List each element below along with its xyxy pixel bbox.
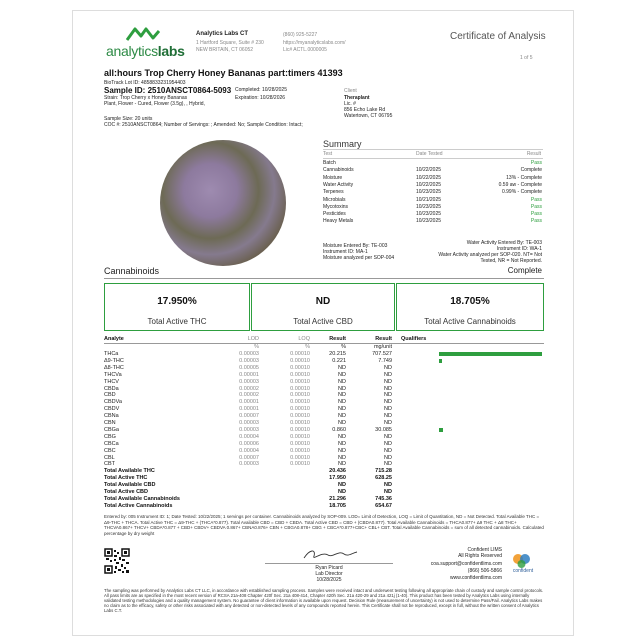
- summary-test-date: 10/23/2025: [416, 203, 442, 210]
- summary-test-result: Pass: [530, 218, 542, 225]
- analyte-result-mg: ND: [384, 413, 392, 420]
- analyte-row: [104, 386, 544, 392]
- analyte-result-pct: ND: [338, 440, 346, 447]
- analyte-result-mg: ND: [384, 378, 392, 385]
- summary-test-date: 10/22/2025: [416, 181, 442, 188]
- summary-test-result: 0.59 aw - Complete: [498, 181, 542, 188]
- total-row: [104, 482, 544, 488]
- analyte-result-mg: ND: [384, 392, 392, 399]
- signer-role: Lab Director: [315, 571, 343, 577]
- analyte-name: THCV: [104, 378, 119, 385]
- analyte-result-mg: ND: [384, 447, 392, 454]
- analyte-result-pct: ND: [338, 413, 346, 420]
- summary-test-result: Pass: [530, 160, 542, 166]
- analyte-result-pct: ND: [338, 454, 346, 461]
- total-result-pct: 21.296: [329, 495, 346, 502]
- analyte-loq: 0.00010: [290, 357, 310, 364]
- analyte-name: CBGa: [104, 426, 119, 433]
- total-name: Total Available THC: [104, 468, 155, 475]
- analyte-lod: 0.00003: [239, 426, 259, 433]
- head-loq: LOQ: [298, 336, 310, 342]
- analyte-loq: 0.00010: [290, 371, 310, 378]
- analyte-name: CBDVa: [104, 399, 122, 406]
- analyte-result-pct: ND: [338, 378, 346, 385]
- analyte-row: [104, 455, 544, 461]
- summary-test-date: 10/23/2025: [416, 211, 442, 218]
- total-result-mg: 715.28: [375, 468, 392, 475]
- analyte-name: THCa: [104, 351, 119, 357]
- analyte-row: [104, 441, 544, 447]
- total-active-thc-box: [104, 283, 250, 331]
- head-qualifiers: Qualifiers: [401, 336, 427, 342]
- summary-head-result: Result: [526, 151, 541, 157]
- analyte-loq: 0.00010: [290, 406, 310, 413]
- analyte-name: CBDa: [104, 385, 119, 392]
- summary-test-name: Terpenes: [323, 189, 344, 196]
- lims-email[interactable]: coa.support@confidentlims.com: [430, 561, 502, 567]
- sample-size: Sample Size: 20 units: [104, 116, 153, 122]
- analyte-result-pct: ND: [338, 364, 346, 371]
- analyte-result-mg: ND: [384, 461, 392, 468]
- summary-test-result: 13% - Complete: [506, 174, 542, 181]
- analyte-name: CBDV: [104, 406, 120, 413]
- total-active-thc-value: 17.950%: [157, 296, 197, 307]
- analyte-loq: 0.00010: [290, 399, 310, 406]
- total-name: Total Active Cannabinoids: [104, 502, 173, 509]
- analyte-result-pct: ND: [338, 433, 346, 440]
- analyte-name: CBT: [104, 461, 115, 468]
- analyte-name: CBN: [104, 420, 116, 426]
- analyte-result-mg: ND: [384, 406, 392, 413]
- client-address-1: 856 Echo Lake Rd: [344, 107, 386, 113]
- analyte-result-mg: ND: [384, 433, 392, 440]
- total-result-mg: 745.36: [375, 495, 392, 502]
- analyte-loq: 0.00010: [290, 351, 310, 357]
- total-result-pct: ND: [338, 489, 346, 495]
- analyte-loq: 0.00010: [290, 420, 310, 426]
- doc-title: Certificate of Analysis: [450, 31, 546, 42]
- summary-test-name: Microbials: [323, 196, 346, 203]
- summary-test-name: Mycotoxins: [323, 203, 349, 210]
- summary-test-result: Pass: [530, 211, 542, 218]
- summary-head-test: Test: [323, 151, 333, 157]
- water-note-3: Water Activity analyzed per SOP-020. NT= Not: [438, 252, 542, 258]
- total-active-cannabinoids-box: [396, 283, 544, 331]
- analyte-result-pct: 20.215: [329, 351, 346, 357]
- logo-wordmark: analyticslabs: [106, 43, 185, 59]
- confident-logo-text: confident: [512, 568, 534, 574]
- analyte-name: CBCa: [104, 440, 119, 447]
- cannabinoid-notes: Entered by: 005 Instrument ID: 1; Date Tested: 10/22/2025; 1 servings per container. Cannabinoids analyzed by SOP-009. LOD= Limit of Detection, LOQ = Limit of Quantitation, ND = Not Detected. Total Available THC = Δ9-THC + THCA. Total Active THC = Δ9-THC + (THCA*0.877). Total Available CBD = CBD + CBDA. Total Active CBD = CBD + (CBDA0.877). Total Available Cannabinoids = THCA0.877+ Δ9 THC + Δ8 THC+ THCVA0.867+ THCV+ CBDA*0.877 + CBD+ CBDV+ CBDVA 0.867+ CBNA0.876+ CBN + CBGA0.878+ CBG + CBCA*0.877+CBC+ CBL+ CBT. Total Available Cannabinoids = sum of all detected cannabinoids. Calculated percentage by dry weight: [104, 514, 544, 536]
- product-image: [160, 140, 286, 266]
- total-row: [104, 475, 544, 481]
- summary-test-date: 10/23/2025: [416, 218, 442, 225]
- analyte-result-pct: ND: [338, 392, 346, 399]
- total-result-pct: 18.705: [329, 502, 346, 509]
- lims-rights: All Rights Reserved: [458, 553, 502, 559]
- total-active-cbd-value: ND: [315, 296, 331, 307]
- analyte-lod: 0.00004: [239, 447, 259, 454]
- analyte-result-pct: ND: [338, 447, 346, 454]
- cannabinoids-status: Complete: [507, 266, 542, 275]
- analyte-result-pct: ND: [338, 406, 346, 413]
- analyte-loq: 0.00010: [290, 440, 310, 447]
- summary-test-result: Pass: [530, 196, 542, 203]
- summary-test-result: Pass: [530, 203, 542, 210]
- analyte-row: [104, 399, 544, 405]
- total-row: [104, 468, 544, 474]
- head-result: Result: [329, 336, 346, 342]
- analyte-result-pct: 0.221: [332, 357, 346, 364]
- analyte-lod: 0.00003: [239, 461, 259, 468]
- analyte-row: [104, 406, 544, 412]
- total-active-cbd-label: Total Active CBD: [293, 317, 353, 326]
- analyte-lod: 0.00007: [239, 454, 259, 461]
- head-result-2: Result: [375, 336, 392, 342]
- water-note-2: Instrument ID: WA-1: [496, 246, 542, 252]
- sample-id: Sample ID: 2510ANSCT0864-5093: [104, 86, 232, 95]
- analyte-name: CBG: [104, 433, 116, 440]
- analyte-name: Δ8-THC: [104, 364, 124, 371]
- biotrack-id: BioTrack Lot ID: 4858833231954403: [104, 80, 186, 86]
- total-active-thc-label: Total Active THC: [147, 317, 207, 326]
- client-address-2: Watertown, CT 06795: [344, 113, 393, 119]
- logo-mark-icon: [126, 27, 160, 41]
- water-note-4: Tested, NR = Not Reported.: [480, 258, 542, 264]
- analyte-loq: 0.00010: [290, 433, 310, 440]
- analyte-result-pct: ND: [338, 399, 346, 406]
- summary-test-name: Water Activity: [323, 181, 354, 188]
- company-address-1: 1 Hartford Square, Suite # 230: [196, 40, 264, 46]
- total-active-cbd-box: [251, 283, 395, 331]
- analyte-row: [104, 461, 544, 467]
- summary-test-result: Complete: [520, 167, 542, 174]
- analyte-loq: 0.00010: [290, 413, 310, 420]
- signer-name: Ryan Picard: [315, 565, 343, 571]
- analyte-lod: 0.00002: [239, 392, 259, 399]
- analyte-loq: 0.00010: [290, 426, 310, 433]
- analyte-name: Δ9-THC: [104, 357, 124, 364]
- analyte-name: THCVa: [104, 371, 122, 378]
- lims-phone: (866) 506-5866: [467, 568, 502, 574]
- total-result-mg: ND: [384, 482, 392, 489]
- summary-test-name: Cannabinoids: [323, 167, 354, 174]
- summary-head-date: Date Tested: [416, 151, 443, 157]
- analyte-row: [104, 351, 544, 357]
- analyte-result-mg: ND: [384, 440, 392, 447]
- company-name: Analytics Labs CT: [196, 31, 249, 37]
- analyte-result-mg: ND: [384, 420, 392, 426]
- analyte-result-mg: 7.749: [378, 357, 392, 364]
- total-result-pct: 20.436: [329, 468, 346, 475]
- analyte-loq: 0.00010: [290, 392, 310, 399]
- analyte-name: CBC: [104, 447, 116, 454]
- analyte-lod: 0.00006: [239, 440, 259, 447]
- analyte-loq: 0.00010: [290, 385, 310, 392]
- total-row: [104, 496, 544, 502]
- analyte-result-mg: ND: [384, 399, 392, 406]
- signature-image: [300, 547, 360, 563]
- analyte-result-mg: 30.085: [375, 426, 392, 433]
- analyte-lod: 0.00007: [239, 413, 259, 420]
- summary-test-name: Pesticides: [323, 211, 346, 218]
- analyte-result-mg: 707.527: [372, 351, 392, 357]
- coc-info: COC #: 2510ANSCT0864; Number of Servings: ; Amended: No; Sample Condition: Intact;: [104, 122, 303, 128]
- analyte-row: [104, 413, 544, 419]
- company-address-2: NEW BRITAIN, CT 06052: [196, 47, 254, 53]
- client-name: Theraplant: [344, 95, 370, 101]
- unit-lod: %: [254, 344, 259, 350]
- analyte-result-mg: ND: [384, 371, 392, 378]
- client-label: Client: [344, 88, 357, 94]
- analyte-loq: 0.00010: [290, 364, 310, 371]
- analyte-row: [104, 448, 544, 454]
- analyte-lod: 0.00005: [239, 364, 259, 371]
- analyte-lod: 0.00003: [239, 378, 259, 385]
- analyte-row: [104, 427, 544, 433]
- analyte-result-pct: 0.860: [332, 426, 346, 433]
- total-result-mg: 628.25: [375, 475, 392, 482]
- analyte-bar: [439, 359, 442, 363]
- summary-test-date: 10/21/2025: [416, 196, 442, 203]
- units-row: [104, 344, 544, 350]
- analyte-row: [104, 372, 544, 378]
- company-logo: [106, 27, 186, 61]
- summary-test-name: Batch: [323, 160, 336, 166]
- signature-date: 10/28/2025: [316, 577, 342, 583]
- analyte-lod: 0.00004: [239, 433, 259, 440]
- summary-test-name: Heavy Metals: [323, 218, 354, 225]
- analyte-row: [104, 379, 544, 385]
- page-number: 1 of 5: [520, 55, 533, 61]
- analyte-result-pct: ND: [338, 385, 346, 392]
- analyte-row: [104, 420, 544, 426]
- analyte-name: CBL: [104, 454, 115, 461]
- moisture-note-3: Moisture analyzed per SOP-004: [323, 255, 395, 261]
- unit-loq: %: [305, 344, 310, 350]
- unit-result-2: mg/unit: [373, 344, 392, 350]
- total-active-cannabinoids-label: Total Active Cannabinoids: [424, 317, 516, 326]
- completed-date: Completed: 10/28/2025: [235, 87, 287, 93]
- total-result-mg: ND: [384, 489, 392, 495]
- analyte-result-pct: ND: [338, 461, 346, 468]
- cannabinoids-title: Cannabinoids: [104, 266, 160, 276]
- confident-logo-icon: [512, 553, 532, 569]
- analyte-header: [104, 336, 544, 342]
- analyte-lod: 0.00003: [239, 351, 259, 357]
- analyte-lod: 0.00003: [239, 420, 259, 426]
- head-lod: LOD: [247, 336, 259, 342]
- sample-type: Plant, Flower - Cured, Flower (3.5g), , Hybrid,: [104, 101, 205, 107]
- company-phone: (860) 925-5227: [283, 32, 318, 38]
- analyte-result-mg: ND: [384, 385, 392, 392]
- total-name: Total Available CBD: [104, 482, 156, 489]
- strain: Strain: Trop Cherry x Honey Bananas: [104, 95, 188, 101]
- company-license: Lic# ACTL.0000005: [283, 47, 327, 53]
- expiration-date: Expiration: 10/28/2026: [235, 95, 286, 101]
- lims-name: Confident LIMS: [467, 547, 502, 553]
- lims-website[interactable]: www.confidentlims.com: [450, 575, 502, 581]
- client-license: Lic. #: [344, 101, 356, 107]
- summary-test-date: 10/22/2025: [416, 174, 442, 181]
- analyte-result-mg: ND: [384, 364, 392, 371]
- moisture-note-1: Moisture Entered By: TE-003: [323, 243, 388, 249]
- analyte-row: [104, 358, 544, 364]
- analyte-result-mg: ND: [384, 454, 392, 461]
- disclaimer: The sampling was performed by Analytics Labs CT LLC, in accordance with established sampling process. Samples were received intact and underwent testing following all appropriate chain of custody and sample control protocols. All pass limits are as specified in the most recent version of RCSA 21a-408 Chapter 420f Sec. 21a 408-414, Chapter 420h Sec. 21a 420-29 and 21a 421j (1-40). This product has been tested by Analytics Labs using internally validated testing methodologies and a quality management system. No guarantee of client information is available upon request. Decision Rule (measurement of uncertainty) is not used to determine Pass/Fail. Analytics Labs makes no claim as to the efficacy, safety or other risks associated with any detected or non-detected levels of any compounds reported herein. This Certificate shall not be reproduced, except in full, without the written consent of Analytics Labs C.T.: [104, 588, 544, 613]
- summary-test-name: Moisture: [323, 174, 343, 181]
- summary-test-date: 10/22/2025: [416, 167, 442, 174]
- analyte-row: [104, 434, 544, 440]
- total-name: Total Active THC: [104, 475, 148, 482]
- analyte-name: CBD: [104, 392, 116, 399]
- product-title: all:hours Trop Cherry Honey Bananas part:timers 41393: [104, 68, 343, 78]
- analyte-lod: 0.00002: [239, 385, 259, 392]
- analyte-bar: [439, 428, 443, 432]
- qr-code-icon[interactable]: [104, 548, 130, 574]
- total-name: Total Available Cannabinoids: [104, 495, 180, 502]
- total-result-pct: 17.950: [329, 475, 346, 482]
- total-active-cannabinoids-value: 18.705%: [450, 296, 490, 307]
- analyte-result-pct: ND: [338, 420, 346, 426]
- total-row: [104, 489, 544, 495]
- summary-title: Summary: [323, 139, 362, 149]
- summary-test-date: 10/23/2025: [416, 189, 442, 196]
- water-note-1: Water Activity Entered By: TE-003: [466, 240, 542, 246]
- company-website[interactable]: https://myanalyticslabs.com/: [283, 40, 346, 46]
- unit-result: %: [341, 344, 346, 350]
- analyte-lod: 0.00003: [239, 357, 259, 364]
- total-name: Total Active CBD: [104, 489, 149, 495]
- total-row: [104, 503, 544, 509]
- analyte-loq: 0.00010: [290, 378, 310, 385]
- analyte-row: [104, 392, 544, 398]
- analyte-bar: [439, 352, 542, 356]
- summary-test-result: 0.99% - Complete: [501, 189, 542, 196]
- analyte-lod: 0.00001: [239, 399, 259, 406]
- analyte-loq: 0.00010: [290, 461, 310, 468]
- analyte-name: CBNa: [104, 413, 119, 420]
- analyte-row: [104, 365, 544, 371]
- total-result-pct: ND: [338, 482, 346, 489]
- analyte-loq: 0.00010: [290, 447, 310, 454]
- head-analyte: Analyte: [104, 336, 124, 342]
- analyte-loq: 0.00010: [290, 454, 310, 461]
- moisture-note-2: Instrument ID: MA-1: [323, 249, 368, 255]
- analyte-lod: 0.00001: [239, 406, 259, 413]
- total-result-mg: 654.67: [375, 502, 392, 509]
- analyte-lod: 0.00001: [239, 371, 259, 378]
- analyte-result-pct: ND: [338, 371, 346, 378]
